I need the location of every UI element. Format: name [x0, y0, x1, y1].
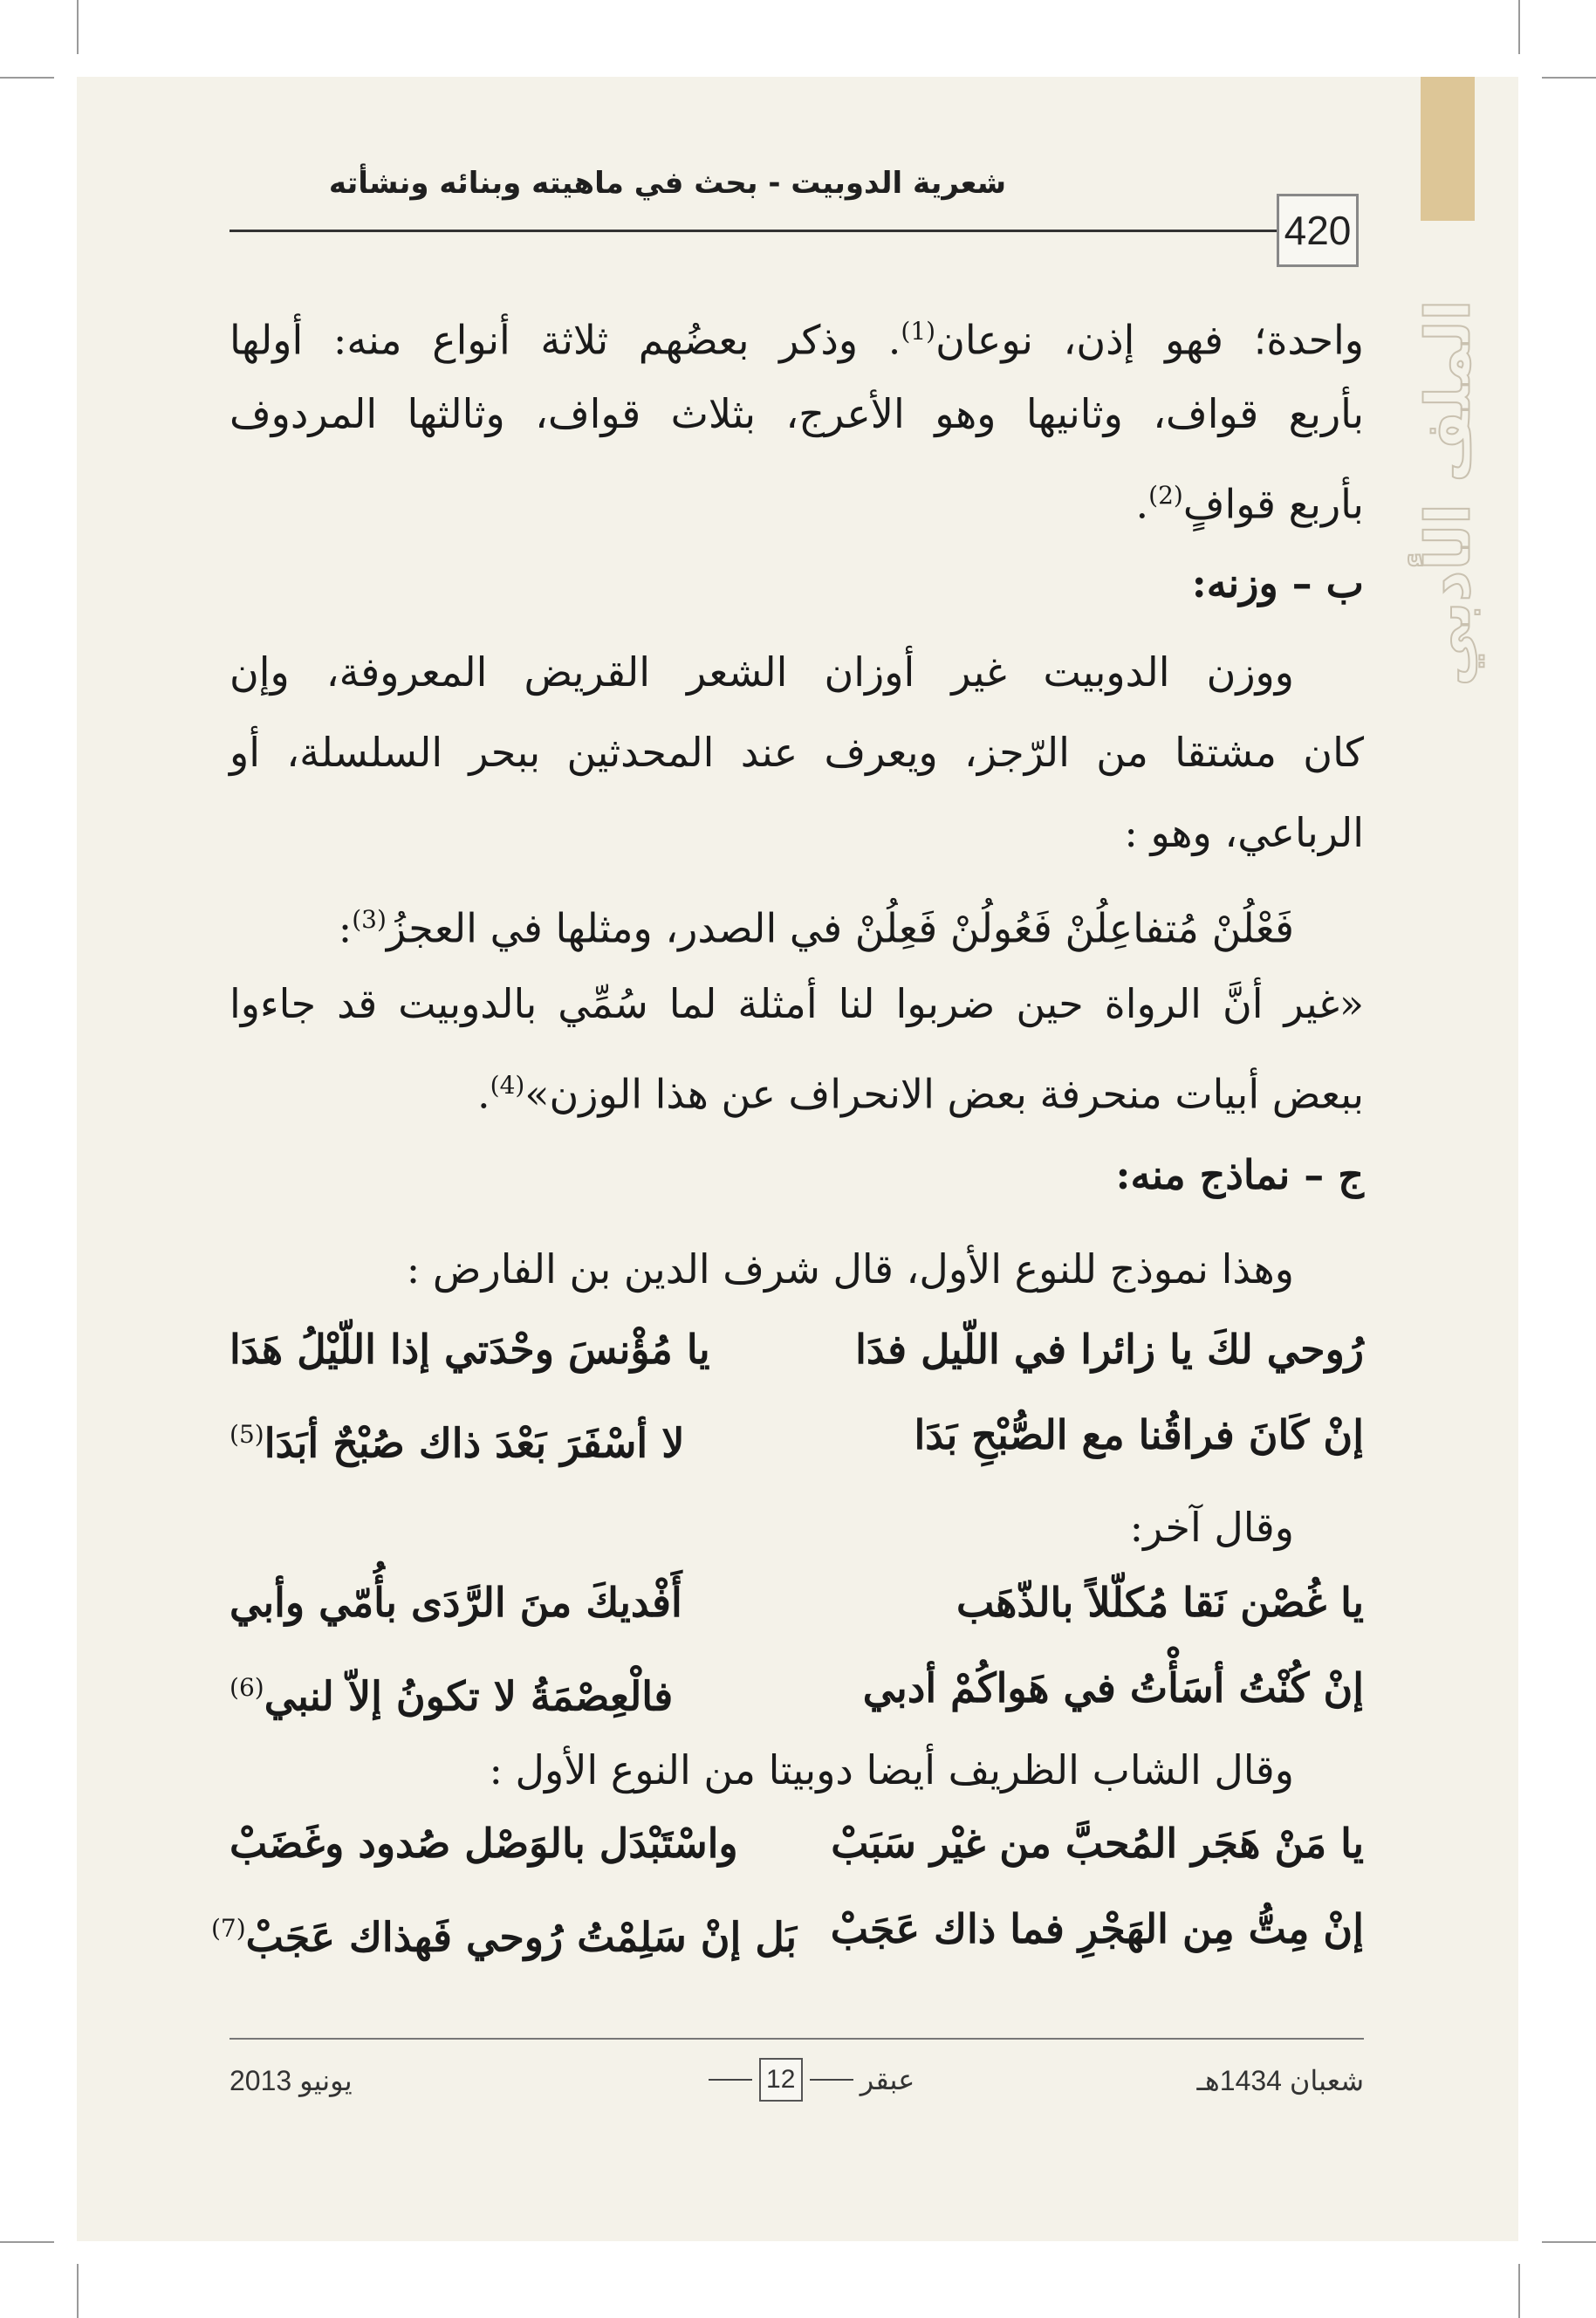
verse-hemistich: إنْ كَانَ فراقُنا مع الصُّبْحِ بَدَا — [914, 1411, 1364, 1458]
footnote-ref: (7) — [210, 1914, 246, 1943]
body-line: الرباعي، وهو : — [1124, 809, 1364, 856]
verse-hemistich: لا أسْفَرَ بَعْدَ ذاك صُبْحٌ أبَدَا$^{(5)}$ — [229, 1419, 685, 1467]
quote-line: ببعض أبيات منحرفة بعض الانحراف عن هذا الوزن»$^{(4)}$. — [477, 1070, 1364, 1118]
crop-mark — [1542, 77, 1596, 79]
footer-magazine — [707, 2055, 916, 2104]
footer-line — [709, 2079, 752, 2081]
quote-line: «غير أنَّ الرواة حين ضربوا لنا أمثلة لما سُمِّي بالدوبيت قد جاءوا — [229, 980, 1364, 1027]
body-line: بأربع قواف، وثانيها وهو الأعرج، بثلاث قواف، وثالثها المردوف — [229, 390, 1364, 437]
verse-hemistich: أَفْديكَ منَ الرَّدَى بأُمّي وأبي — [229, 1579, 682, 1626]
verse-hemistich: إنْ كُنْتُ أسَأْتُ في هَواكُمْ أدبي — [862, 1664, 1364, 1711]
spine-title — [1387, 279, 1510, 707]
footer-line — [810, 2079, 853, 2081]
spine-title-text: الملف الأدبي — [1413, 299, 1485, 687]
verse-hemistich: يا غُصْن نَقا مُكلّلاً بالذّهَب — [956, 1579, 1364, 1626]
crop-mark — [77, 2264, 79, 2318]
crop-mark — [0, 2241, 54, 2243]
section-heading: ج – نماذج منه: — [1115, 1151, 1364, 1198]
footer-rule — [229, 2038, 1364, 2040]
footnote-ref: (3) — [352, 905, 387, 934]
poem-intro: وقال آخر: — [1129, 1504, 1294, 1551]
poem-intro: وهذا نموذج للنوع الأول، قال شرف الدين بن الفارض : — [406, 1245, 1294, 1293]
verse-hemistich: فالْعِصْمَةُ لا تكونُ إلاّ لنبي$^{(6)}$ — [229, 1672, 674, 1720]
verse-hemistich: واسْتَبْدَل بالوَصْل صُدود وغَضَبْ — [229, 1820, 738, 1867]
body-line: بأربع قوافٍ$^{(2)}$. — [1135, 480, 1364, 528]
crop-mark — [1518, 0, 1520, 54]
magazine-name: عبقر — [860, 2063, 915, 2096]
footnote-ref: (6) — [229, 1673, 264, 1702]
footnote-ref: (4) — [490, 1071, 525, 1100]
section-heading: ب – وزنه: — [1191, 559, 1364, 607]
verse-hemistich: رُوحي لكَ يا زائرا في اللّيل فدَا — [855, 1326, 1364, 1373]
body-line: واحدة؛ فهو إذن، نوعان$^{(1)}$. وذكر بعضُهم ثلاثة أنواع منه: أولها — [229, 316, 1364, 364]
crop-mark — [0, 77, 54, 79]
header-rule — [229, 230, 1277, 232]
crop-mark — [77, 0, 79, 54]
meter-line: فَعْلُنْ مُتفاعِلُنْ فَعُولُنْ فَعِلُنْ في الصدر، ومثلها في العجزُ$^{(3)}$: — [338, 904, 1294, 952]
footnote-ref: (2) — [1148, 481, 1183, 510]
crop-mark — [1542, 2241, 1596, 2243]
verse-hemistich: يا مَنْ هَجَر المُحبَّ من غيْر سَبَبْ — [831, 1820, 1364, 1867]
verse-hemistich: بَل إنْ سَلِمْتُ رُوحي فَهذاك عَجَبْ$^{(7)}$ — [210, 1913, 797, 1961]
footnote-ref: (1) — [901, 317, 936, 346]
running-header: شعرية الدوبيت - بحث في ماهيته وبنائه ونشأته — [328, 166, 1007, 201]
crop-mark — [1518, 2264, 1520, 2318]
verse-hemistich: يا مُؤْنسَ وحْدَتي إذا اللّيْلُ هَدَا — [229, 1326, 710, 1373]
footnote-ref: (5) — [229, 1420, 264, 1449]
page-number: 420 — [1277, 194, 1359, 267]
poem-intro: وقال الشاب الظريف أيضا دوبيتا من النوع الأول : — [489, 1746, 1294, 1793]
footer-hijri-date: شعبان 1434هـ — [1196, 2065, 1364, 2096]
footer-gregorian-date: يونيو 2013 — [229, 2065, 353, 2096]
verse-hemistich: إنْ مِتُّ مِن الهَجْرِ فما ذاك عَجَبْ — [830, 1905, 1364, 1952]
section-tab — [1421, 77, 1475, 221]
body-line: ووزن الدوبيت غير أوزان الشعر القريض المعروفة، وإن — [229, 648, 1294, 696]
body-line: كان مشتقا من الرّجز، ويعرف عند المحدثين ببحر السلسلة، أو — [229, 729, 1364, 776]
issue-number: 12 — [759, 2058, 803, 2102]
